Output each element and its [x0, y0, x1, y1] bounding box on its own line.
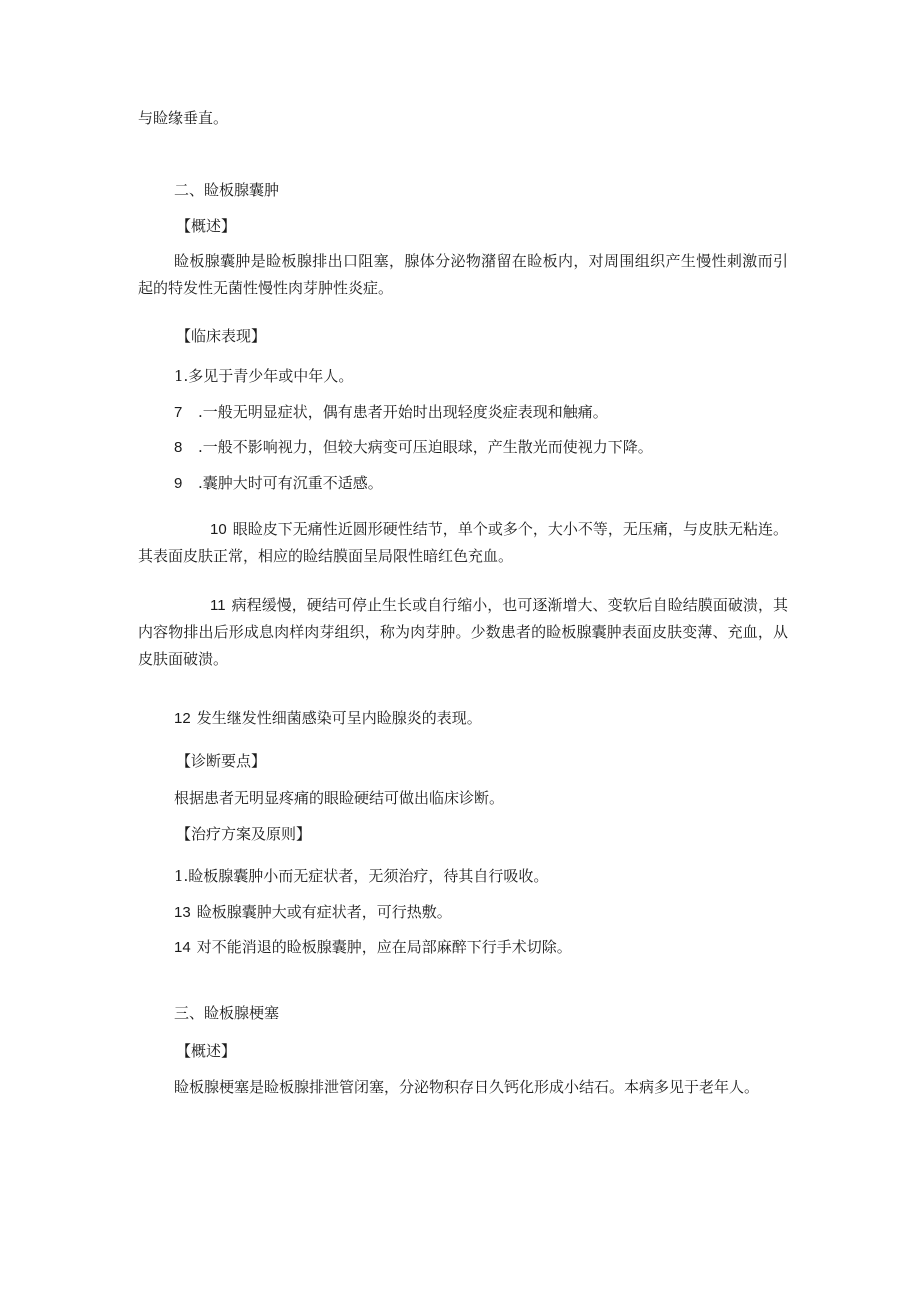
clinical-item-3: [174, 437, 653, 458]
treatment-item-1: 1.睑板腺囊肿小而无症状者，无须治疗，待其自行吸收。: [174, 867, 549, 885]
diagnosis-text: 根据患者无明显疼痛的眼睑硬结可做出临床诊断。: [174, 789, 505, 807]
treatment-heading: 【治疗方案及原则】: [176, 825, 312, 843]
clinical-heading: 【临床表现】: [176, 327, 267, 345]
overview-paragraph-2: 睑板腺梗塞是睑板腺排泄管闭塞，分泌物积存日久钙化形成小结石。本病多见于老年人。: [174, 1078, 760, 1096]
section-3-title: 三、睑板腺梗塞: [174, 1004, 280, 1022]
section-2-title: 二、睑板腺囊肿: [174, 181, 280, 199]
clinical-item-1: 1.多见于青少年或中年人。: [174, 367, 354, 385]
clinical-item-7: [174, 708, 482, 729]
clinical-item-4: [174, 473, 383, 494]
item-number: 11: [210, 597, 226, 614]
overview-heading-2: 【概述】: [176, 1042, 237, 1060]
item-number: 10: [210, 521, 227, 538]
treatment-item-3: [174, 937, 572, 958]
treatment-item-2: [174, 902, 452, 923]
item-text: 眼睑皮下无痛性近圆形硬性结节，单个或多个，大小不等，无压痛，与皮肤无粘连。其表面皮肤正常，相应的睑结膜面呈局限性暗红色充血。: [138, 520, 788, 565]
item-number: 9: [174, 475, 183, 492]
item-number: 13: [174, 904, 191, 921]
clinical-item-6: [138, 592, 788, 673]
item-number: 12: [174, 710, 191, 727]
item-text: 病程缓慢，硬结可停止生长或自行缩小，也可逐渐增大、变软后自睑结膜面破溃，其内容物排出后形成息肉样肉芽组织，称为肉芽肿。少数患者的睑板腺囊肿表面皮肤变薄、充血，从皮肤面破溃。: [138, 596, 788, 668]
item-text: .一般无明显症状，偶有患者开始时出现轻度炎症表现和触痛。: [198, 403, 608, 421]
item-text: 发生继发性细菌感染可呈内睑腺炎的表现。: [196, 709, 482, 727]
item-number: 7: [174, 404, 183, 421]
item-text: 对不能消退的睑板腺囊肿，应在局部麻醉下行手术切除。: [196, 938, 572, 956]
item-number: 8: [174, 439, 183, 456]
item-text: .一般不影响视力，但较大病变可压迫眼球，产生散光而使视力下降。: [198, 438, 653, 456]
overview-heading: 【概述】: [176, 217, 237, 235]
item-text: 睑板腺囊肿大或有症状者，可行热敷。: [196, 903, 452, 921]
item-text: .囊肿大时可有沉重不适感。: [198, 474, 383, 492]
overview-paragraph: 睑板腺囊肿是睑板腺排出口阻塞，腺体分泌物潴留在睑板内，对周围组织产生慢性刺激而引起的特发性无菌性慢性肉芽肿性炎症。: [138, 252, 788, 297]
diagnosis-heading: 【诊断要点】: [176, 752, 267, 770]
clinical-item-2: [174, 402, 608, 423]
clinical-item-5: [138, 516, 788, 570]
continued-line: 与睑缘垂直。: [138, 109, 229, 127]
item-number: 14: [174, 939, 191, 956]
